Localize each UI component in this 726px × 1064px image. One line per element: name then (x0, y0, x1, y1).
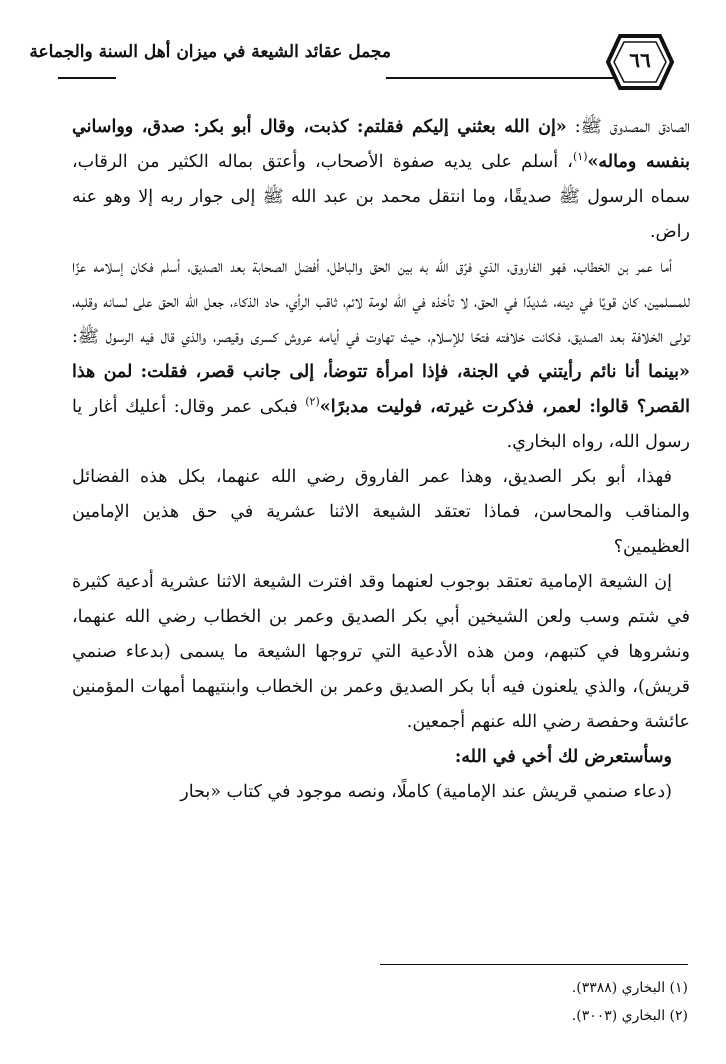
paragraph-6: (دعاء صنمي قريش عند الإمامية) كاملًا، ونصه موجود في كتاب «بحار (180, 782, 672, 802)
paragraph-4: إن الشيعة الإمامية تعتقد بوجوب لعنهما وقد افترت الشيعة الاثنا عشرية أدعية كثيرة في شتم وسب ولعن الشيخين أبي بكر الصديق وعمر بن الخطاب رضي الله عنهما، ونشروها في كتبهم، ومن هذه الأدعية التي تروجها الشيعة ما يسمى (بدعاء صنمي قريش)، والذي يلعنون فيه أبا بكر الصديق وعمر بن الخطاب وابنتيهما أمهات المؤمنين عائشة وحفصة رضي الله عنهم أجمعين. (72, 572, 690, 732)
paragraph-1-text-a: الصادق المصدوق ﷺ: (566, 117, 690, 137)
header-rule-left (58, 77, 116, 79)
hadith-quote-2: «بينما أنا نائم رأيتني في الجنة، فإذا امرأة تتوضأ، إلى جانب قصر، فقلت: لمن هذا القصر؟ قالوا: لعمر، فذكرت غيرته، فوليت مدبرًا» (72, 362, 691, 417)
paragraph-3: فهذا، أبو بكر الصديق، وهذا عمر الفاروق رضي الله عنهما، بكل هذه الفضائل والمناقب والمحاسن، فماذا تعتقد الشيعة الاثنا عشرية في حق هذين الإمامين العظيمين؟ (72, 467, 690, 557)
page-header (0, 30, 726, 100)
footnote-ref-2: (٢) (305, 395, 320, 409)
footnote-ref-1: (١) (572, 150, 588, 164)
page-number: ٦٦ (629, 48, 651, 72)
sub-heading: وسأستعرض لك أخي في الله: (454, 747, 672, 767)
hadith-quote-1: «إن الله بعثني إليكم فقلتم: كذبت، وقال أبو بكر: صدق، وواساني بنفسه وماله» (72, 117, 690, 172)
footnote-2: (٢) البخاري (٣٠٠٣). (571, 1008, 688, 1024)
paragraph-2-text-b: فبكى عمر وقال: أعليك أغار يا رسول الله، رواه البخاري. (72, 397, 690, 452)
paragraph-2-text-a: أما عمر بن الخطاب، فهو الفاروق، الذي فرّق الله به بين الحق والباطل، أفضل الصحابة بعد الصديق، أسلم فكان إسلامه عزًا للمسلمين، كان قويًا في دينه، شديدًا في الحق، لا تأخذه في الله لومة لائم، ثاقب الرأي، حاد الذكاء، جعل الله الحق على لسانه وقلبه، تولى الخلافة بعد الصديق، فكانت خلافته فتحًا للإسلام، حيث تهاوت في أيامه عروش كسرى وقيصر، والذي قال فيه الرسول ﷺ: (72, 257, 690, 347)
footnote-1: (١) البخاري (٣٣٨٨). (571, 980, 688, 996)
main-text (72, 110, 690, 810)
paragraph-2 (72, 250, 690, 460)
paragraph-1 (72, 110, 690, 250)
running-title: مجمل عقائد الشيعة في ميزان أهل السنة والجماعة (29, 42, 391, 62)
paragraph-1-text-b: ، أسلم على يديه صفوة الأصحاب، وأعتق بماله الكثير من الرقاب، سماه الرسول ﷺ صديقًا، وما انتقل محمد بن عبد الله ﷺ إلى جوار ربه إلا وهو عنه راض. (72, 152, 690, 242)
footnotes (288, 974, 688, 1030)
footnote-separator (380, 964, 688, 965)
